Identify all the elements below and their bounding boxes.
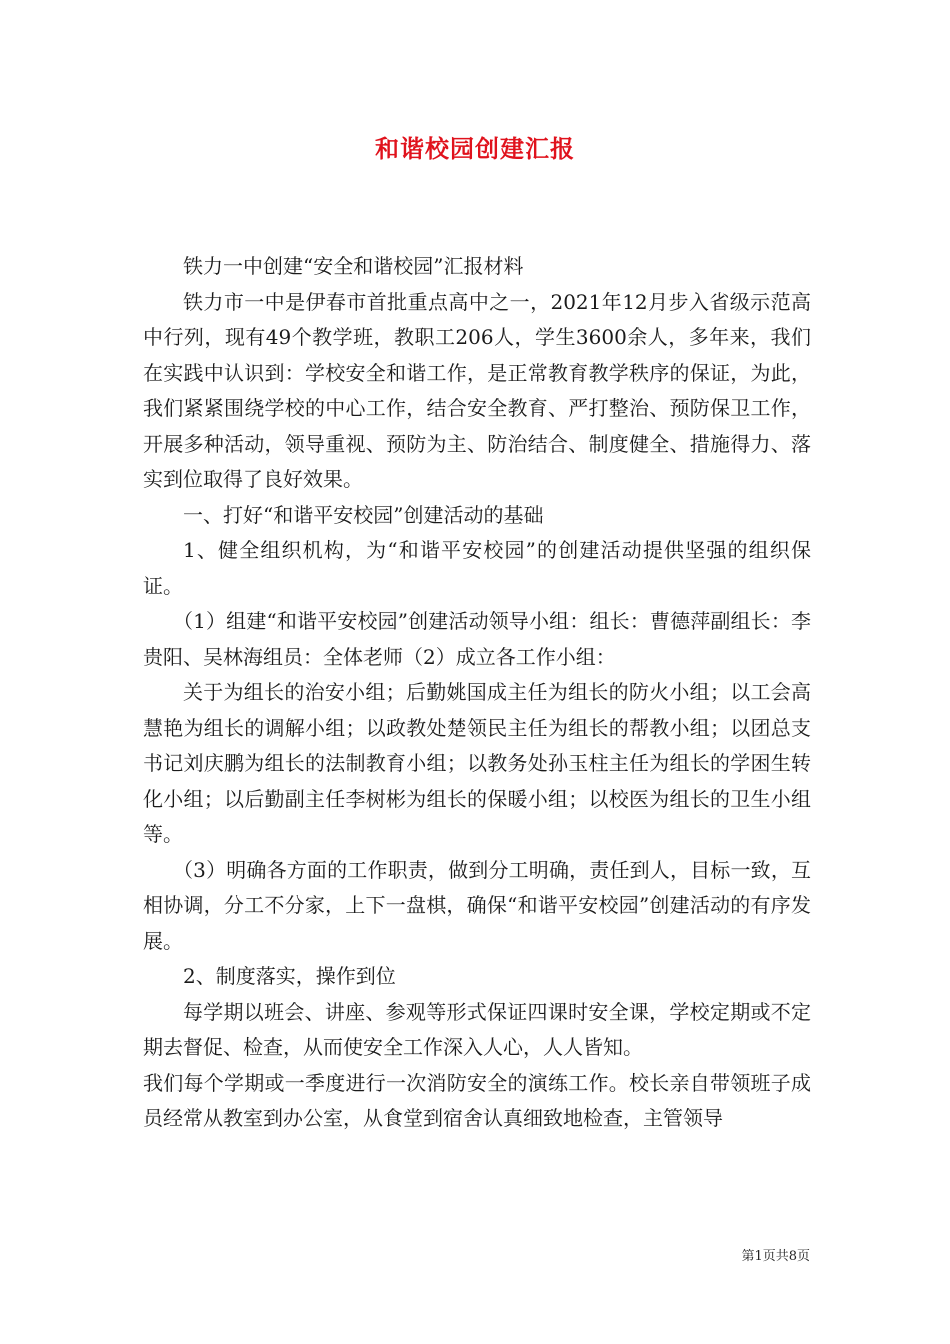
page-number: 第1页共8页 [741, 1249, 810, 1264]
paragraph-item-1-1: （1）组建“和谐平安校园”创建活动领导小组：组长：曹德萍副组长：李贵阳、吴林海组员：全体老师（2）成立各工作小组： [143, 609, 811, 669]
paragraph-intro: 铁力市一中是伊春市首批重点高中之一，2021年12月步入省级示范高中行列，现有49个教学班，教职工206人，学生3600余人，多年来，我们在实践中认识到：学校安全和谐工作，是正常教育教学秩序的保证，为此，我们紧紧围绕学校的中心工作，结合安全教育、严打整治、预防保卫工作，开展多种活动，领导重视、预防为主、防治结合、制度健全、措施得力、落实到位取得了良好效果。 [143, 289, 811, 491]
paragraph-item-2: 2、制度落实，操作到位 [183, 964, 396, 988]
paragraph-groups: 关于为组长的治安小组；后勤姚国成主任为组长的防火小组；以工会高慧艳为组长的调解小组；以政教处楚领民主任为组长的帮教小组；以团总支书记刘庆鹏为组长的法制教育小组；以教务处孙玉柱主任为组长的学困生转化小组；以后勤副主任李树彬为组长的保暖小组；以校医为组长的卫生小组等。 [143, 680, 811, 846]
paragraph-safety-class: 每学期以班会、讲座、参观等形式保证四课时安全课，学校定期或不定期去督促、检查，从而使安全工作深入人心，人人皆知。 [143, 999, 811, 1059]
paragraph-item-1-3: （3）明确各方面的工作职责，做到分工明确，责任到人，目标一致，互相协调，分工不分家，上下一盘棋，确保“和谐平安校园”创建活动的有序发展。 [143, 857, 811, 953]
document-body [143, 249, 811, 1137]
section-heading-1: 一、打好“和谐平安校园”创建活动的基础 [183, 502, 544, 527]
paragraph-fire-drill: 我们每个学期或一季度进行一次消防安全的演练工作。校长亲自带领班子成员经常从教室到办公室，从食堂到宿舍认真细致地检查，主管领导 [143, 1070, 811, 1130]
document-title: 和谐校园创建汇报 [375, 134, 575, 163]
paragraph-subtitle: 铁力一中创建“安全和谐校园”汇报材料 [183, 254, 524, 278]
paragraph-item-1: 1、健全组织机构，为“和谐平安校园”的创建活动提供坚强的组织保证。 [143, 538, 811, 598]
